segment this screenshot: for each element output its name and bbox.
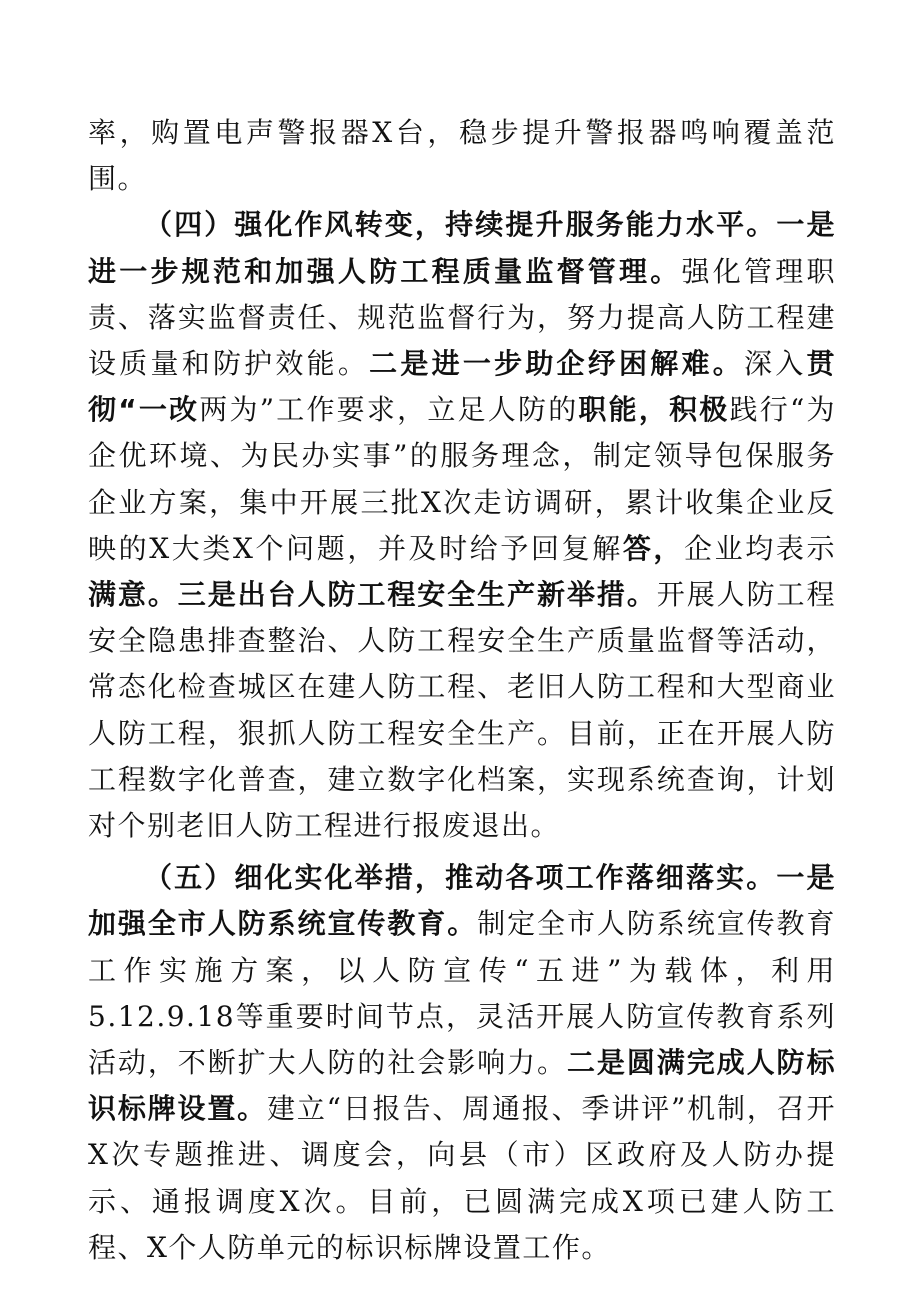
paragraph-continuation <box>88 110 836 202</box>
document-page <box>88 110 836 1271</box>
text-run: 强化管理职责、落实监督责任、规范监督行为，努力提高人防工程建设质量和防护效能。 <box>88 254 836 381</box>
text-run: 企业均表示 <box>684 531 836 565</box>
bold-text-run: （四）强化作风转变，持续提升服务能力水平。 <box>144 208 777 242</box>
bold-text-run: 二是圆满完成人防标识标牌设置。 <box>88 1046 836 1126</box>
paragraph-section-5 <box>88 855 836 1271</box>
text-run: 深入 <box>743 347 807 381</box>
text-run: 建立“日报告、周通报、季讲评”机制，召开X次专题推进、调度会，向县（市）区政府及人防办提示、通报调度X次。目前，已圆满完成X项已建人防工程、X个人防单元的标识标牌设置工作。 <box>88 1092 836 1264</box>
bold-text-run: 一是进一步规范和加强人防工程质量监督管理。 <box>88 208 836 288</box>
text-run: 两为”工作要求，立足人防的 <box>199 393 579 427</box>
bold-text-run: 二是进一步助企纾困解难。 <box>369 347 744 381</box>
bold-text-run: （五）细化实化举措，推动各项工作落细落实。 <box>144 861 777 895</box>
bold-text-run: 贯彻“一改 <box>88 347 836 427</box>
text-run: 开展人防工程安全隐患排查整治、人防工程安全生产质量监督等活动，常态化检查城区在建人防工程、老旧人防工程和大型商业人防工程，狠抓人防工程安全生产。目前，正在开展人防工程数字化普查，建立数字化档案，实现系统查询，计划对个别老旧人防工程进行报废退出。 <box>88 578 836 843</box>
text-run: 率，购置电声警报器X台，稳步提升警报器鸣响覆盖范围。 <box>88 116 836 196</box>
bold-text-run: 满意。三是出台人防工程安全生产新举措。 <box>88 578 657 612</box>
paragraph-section-4 <box>88 202 836 849</box>
bold-text-run: 职能，积极 <box>578 393 730 427</box>
bold-text-run: 一是加强全市人防系统宣传教育。 <box>88 861 836 941</box>
text-run: 践行“为企优环境、为民办实事”的服务理念，制定领导包保服务企业方案，集中开展三批X次走访调研，累计收集企业反映的X大类X个问题，并及时给予回复解 <box>88 393 836 565</box>
text-run: 制定全市人防系统宣传教育工作实施方案，以人防宣传“五进”为载体，利用5.12.9.18等重要时间节点，灵活开展人防宣传教育系列活动，不断扩大人防的社会影响力。 <box>88 907 836 1080</box>
bold-text-run: 答， <box>622 531 685 565</box>
